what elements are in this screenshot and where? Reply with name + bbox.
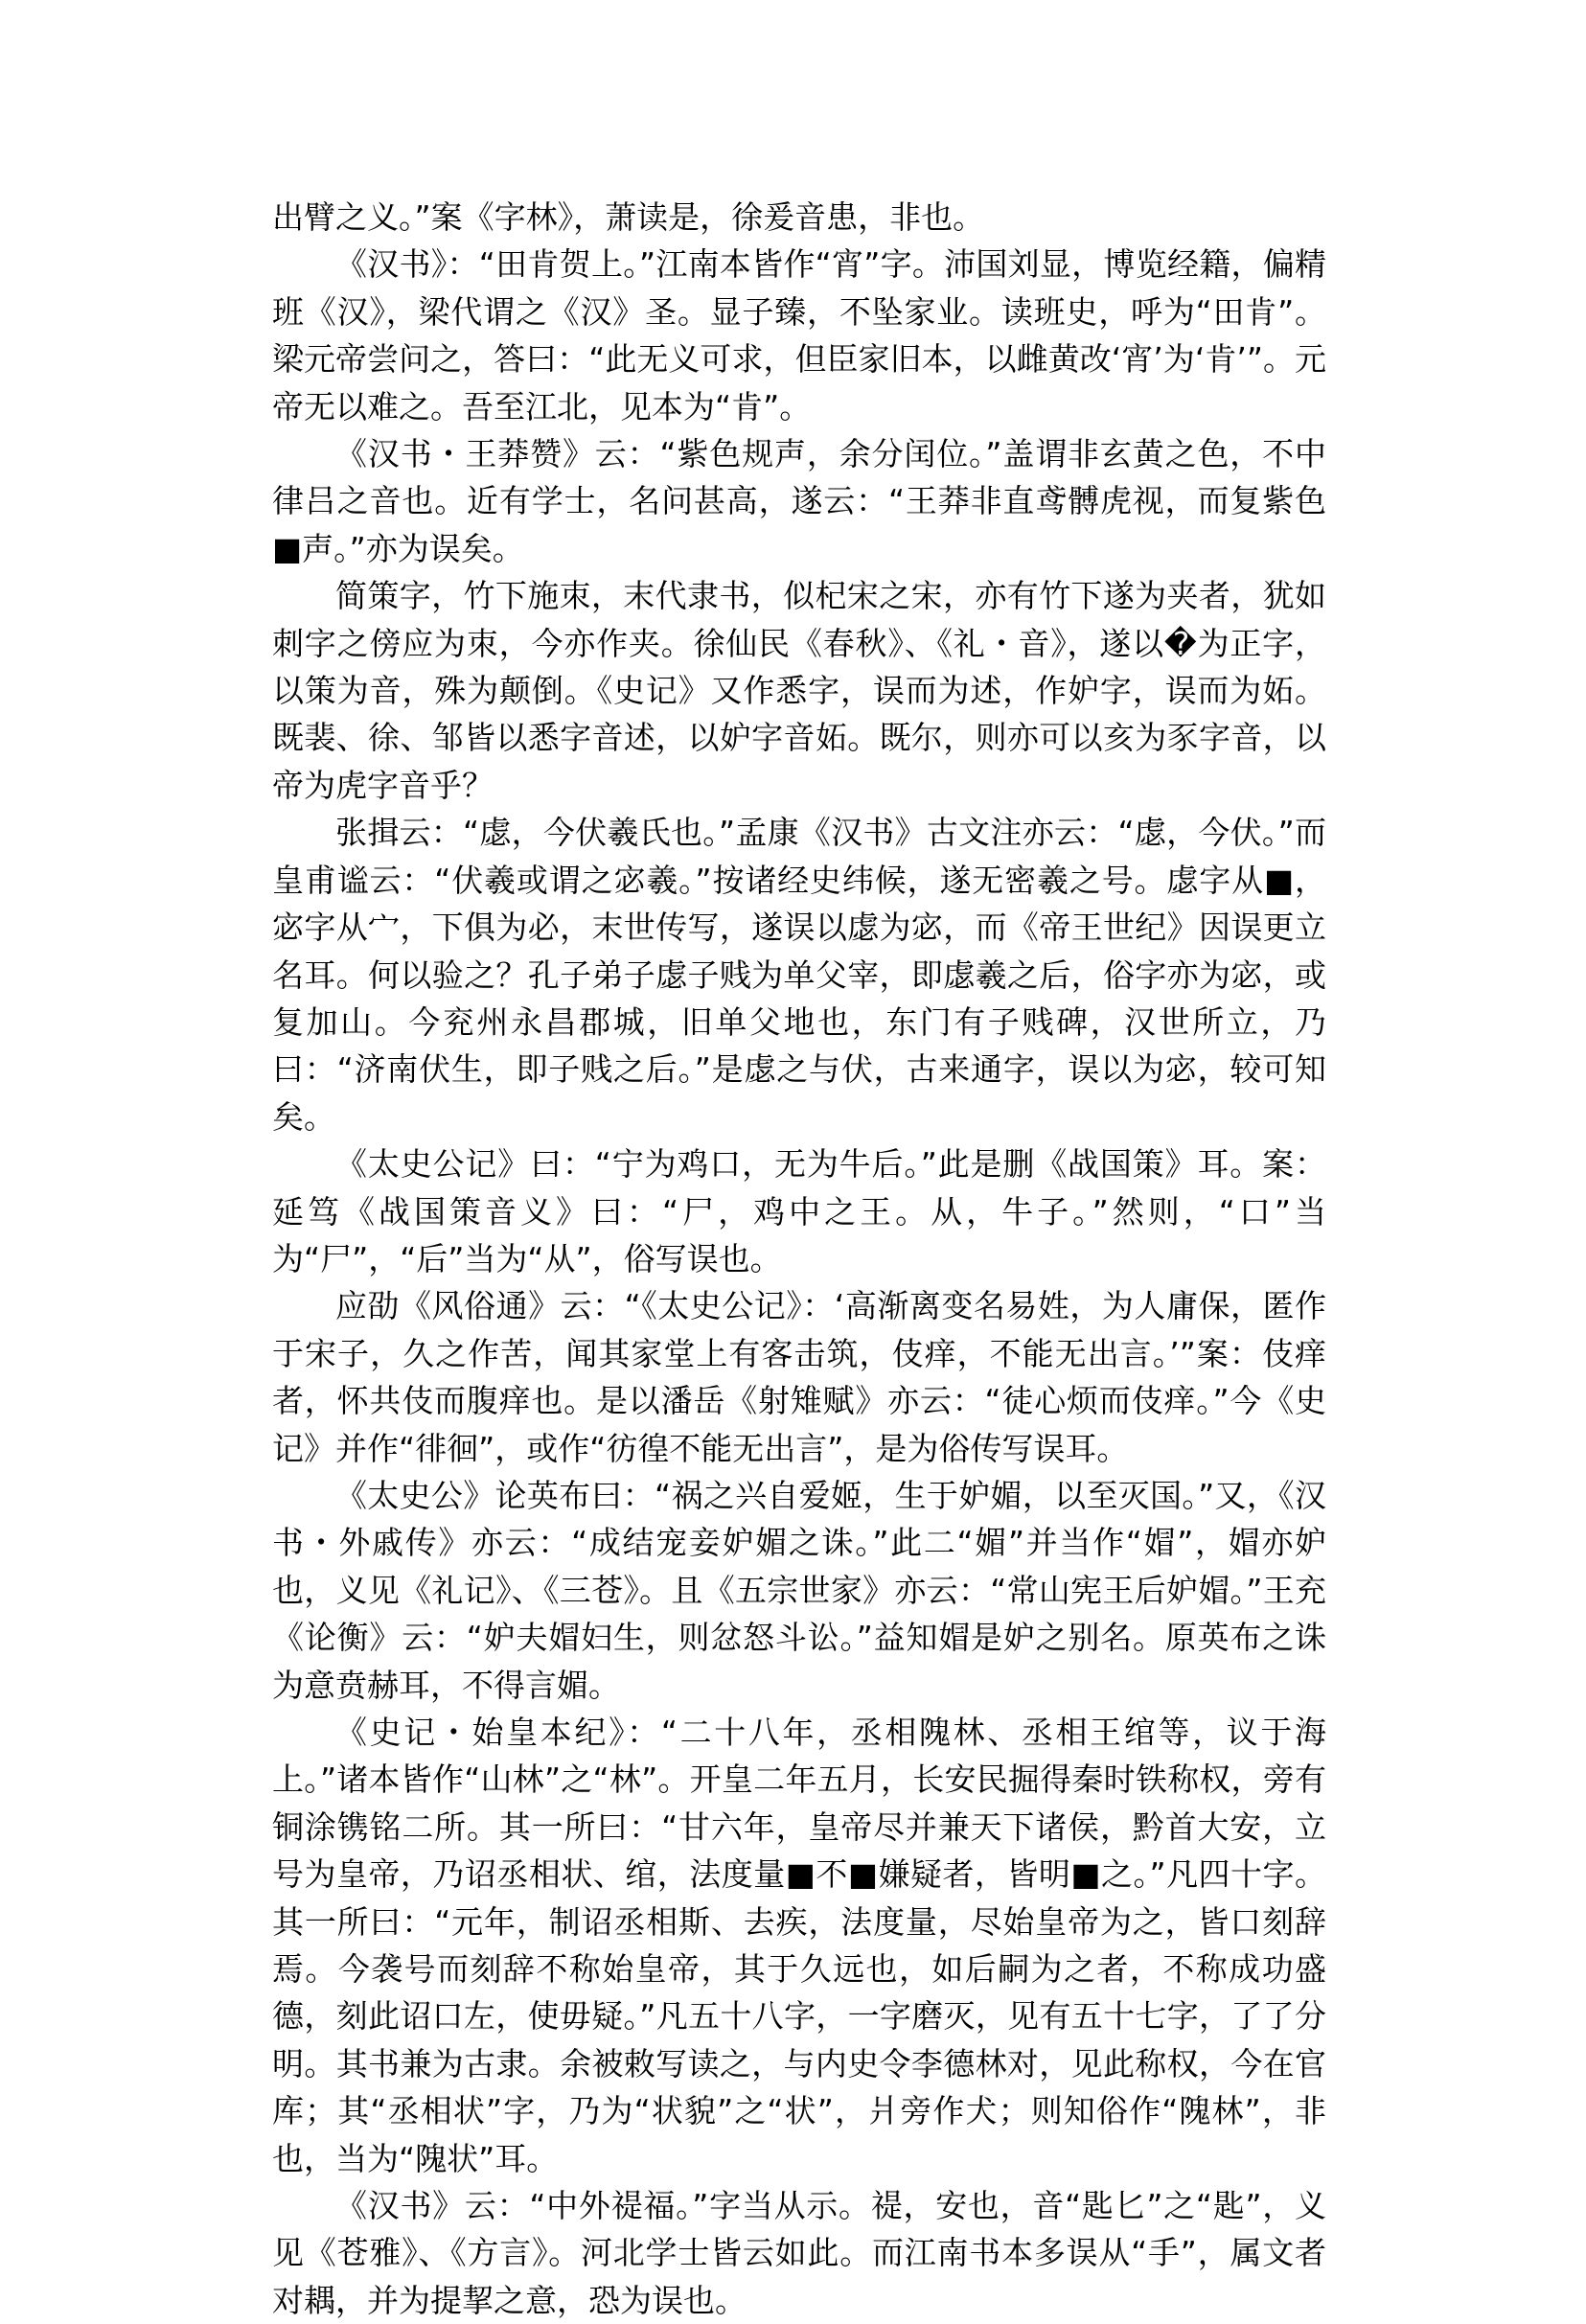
paragraph-wang-mang-zan: 《汉书・王莽赞》云：“紫色规声，余分闰位。”盖谓非玄黄之色，不中律吕之音也。近有学士，名问甚高，遂云：“王莽非直鸢髆虎视，而复紫色■声。”亦为误矣。	[272, 435, 1326, 567]
paragraph-feng-su-tong: 应劭《风俗通》云：“《太史公记》：‘高渐离变名易姓，为人庸保，匿作于宋子，久之作苦，闻其家堂上有客击筑，伎痒，不能无出言。’”案：伎痒者，怀共伎而腹痒也。是以潘岳《射雉赋》亦云：“徒心烦而伎痒。”今《史记》并作“徘徊”，或作“彷徨不能无出言”，是为俗传写误耳。	[272, 1287, 1326, 1467]
document-page	[272, 194, 1326, 2324]
paragraph-ji-kou: 《太史公记》曰：“宁为鸡口，无为牛后。”此是删《战国策》耳。案：延笃《战国策音义》曰：“尸，鸡中之王。从，牛子。”然则，“口”当为“尸”，“后”当为“从”，俗写误也。	[272, 1145, 1326, 1277]
paragraph-zhong-wai-ti-fu: 《汉书》云：“中外禔福。”字当从示。禔，安也，音“匙匕”之“匙”，义见《苍雅》、《方言》。河北学士皆云如此。而江南书本多误从“手”，属文者对耦，并为提挈之意，恐为误也。	[272, 2187, 1326, 2319]
paragraph-jian-ce: 简策字，竹下施朿，末代隶书，似杞宋之宋，亦有竹下遂为夹者，犹如刺字之傍应为朿，今亦作夹。徐仙民《春秋》、《礼・音》，遂以�为正字，以策为音，殊为颠倒。《史记》又作悉字，误而为述，作妒字，误而为妬。既裴、徐、邹皆以悉字音述，以妒字音妬。既尔，则亦可以亥为豕字音，以帝为虎字音乎？	[272, 577, 1326, 804]
paragraph-ying-bu: 《太史公》论英布曰：“祸之兴自爱姬，生于妒媚，以至灭国。”又，《汉书・外戚传》亦云：“成结宠妾妒媚之诛。”此二“媚”并当作“媢”，媢亦妒也，义见《礼记》、《三苍》。且《五宗世家》亦云：“常山宪王后妒媢。”王充《论衡》云：“妒夫媢妇生，则忿怒斗讼。”益知媢是妒之别名。原英布之诛为意贲赫耳，不得言媚。	[272, 1476, 1326, 1704]
paragraph-tian-ken: 《汉书》：“田肯贺上。”江南本皆作“宵”字。沛国刘显，博览经籍，偏精班《汉》，梁代谓之《汉》圣。显子臻，不坠家业。读班史，呼为“田肯”。梁元帝尝问之，答曰：“此无义可求，但臣家旧本，以雌黄改‘宵’为‘肯’”。元帝无以难之。吾至江北，见本为“肯”。	[272, 245, 1326, 426]
paragraph-continuation: 出臂之义。”案《字林》，萧读是，徐爰音患，非也。	[272, 198, 985, 236]
paragraph-shi-huang-ben-ji: 《史记・始皇本纪》：“二十八年，丞相隗林、丞相王绾等，议于海上。”诸本皆作“山林”之“林”。开皇二年五月，长安民掘得秦时铁称权，旁有铜涂镌铭二所。其一所曰：“甘六年，皇帝尽并兼天下诸侯，黔首大安，立号为皇帝，乃诏丞相状、绾，法度量■不■嫌疑者，皆明■之。”凡四十字。其一所曰：“元年，制诏丞相斯、去疾，法度量，尽始皇帝为之，皆口刻辞焉。今袭号而刻辞不称始皇帝，其于久远也，如后嗣为之者，不称成功盛德，刻此诏口左，使毋疑。”凡五十八字，一字磨灭，见有五十七字，了了分明。其书兼为古隶。余被敕写读之，与内史令李德林对，见此称权，今在官库；其“丞相状”字，乃为“状貌”之“状”，爿旁作犬；则知俗作“隗林”，非也，当为“隗状”耳。	[272, 1714, 1326, 2177]
paragraph-zhang-yi: 张揖云：“虙，今伏羲氏也。”孟康《汉书》古文注亦云：“虙，今伏。”而皇甫谧云：“伏羲或谓之宓羲。”按诸经史纬候，遂无密羲之号。虙字从■，宓字从宀，下俱为必，末世传写，遂误以虙为宓，而《帝王世纪》因误更立名耳。何以验之？孔子弟子虙子贱为单父宰，即虙羲之后，俗字亦为宓，或复加山。今兖州永昌郡城，旧单父地也，东门有子贱碑，汉世所立，乃曰：“济南伏生，即子贱之后。”是虙之与伏，古来通字，误以为宓，较可知矣。	[272, 814, 1326, 1136]
